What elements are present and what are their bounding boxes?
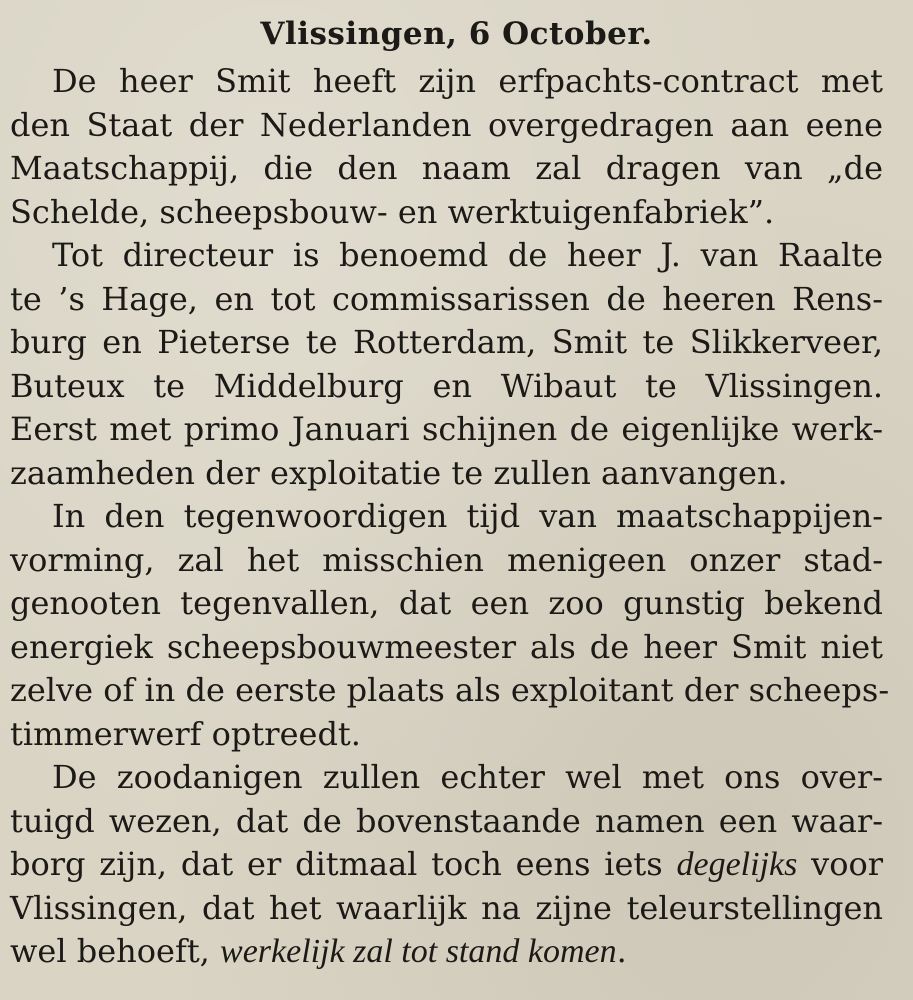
paragraph-line: De heer Smit heeft zijn erfpachts-contract met [52,62,883,100]
text-segment: voor [811,845,884,883]
paragraph-line: Vlissingen, dat het waarlijk na zijne teleurstellingen [10,888,883,927]
paragraph-line: timmerwerf optreedt. [10,714,361,753]
paragraph-line: De zoodanigen zullen echter wel met ons over- [52,758,883,796]
paragraph-line: genooten tegenvallen, dat een zoo gunstig bekend [10,584,883,622]
paragraph-line-with-emphasis [10,843,883,887]
paragraph-line: Buteux te Middelburg en Wibaut te Vlissingen. [10,366,883,405]
article-body [10,60,890,974]
text-segment: borg zijn, dat er ditmaal toch eens iets [10,845,663,883]
paragraph-line-with-emphasis [10,930,883,974]
paragraph-4 [10,756,883,974]
paragraph-3 [10,495,890,756]
paragraph-line: Schelde, scheepsbouw- en werktuigenfabriek”. [10,192,775,231]
emphasis-werkelijk: werkelijk zal tot stand komen [220,933,617,970]
paragraph-line: In den tegenwoordigen tijd van maatschappijen- [52,497,883,535]
paragraph-line: Tot directeur is benoemd de heer J. van Raalte [52,236,883,274]
paragraph-line: den Staat der Nederlanden overgedragen aan eene [10,105,883,144]
paragraph-line: tuigd wezen, dat de bovenstaande namen een waar- [10,801,883,840]
paragraph-2 [10,234,883,495]
paragraph-1 [10,60,883,234]
paragraph-line: vorming, zal het misschien menigeen onzer stad- [10,540,883,579]
paragraph-line: burg en Pieterse te Rotterdam, Smit te Slikkerveer, [10,323,883,361]
paragraph-line: Maatschappij, die den naam zal dragen van „de [10,149,883,187]
text-segment: wel behoeft, [10,932,210,970]
emphasis-degelijks: degelijks [676,846,798,883]
paragraph-line: zelve of in de eerste plaats als exploitant der scheeps- [10,671,890,709]
paragraph-line: zaamheden der exploitatie te zullen aanvangen. [10,453,788,492]
paragraph-line: Eerst met primo Januari schijnen de eigenlijke werk- [10,410,883,448]
paragraph-line: energiek scheepsbouwmeester als de heer Smit niet [10,627,883,666]
text-segment: . [616,932,627,970]
paragraph-line: te ’s Hage, en tot commissarissen de heeren Rens- [10,279,883,318]
article-headline: Vlissingen, 6 October. [260,16,653,52]
